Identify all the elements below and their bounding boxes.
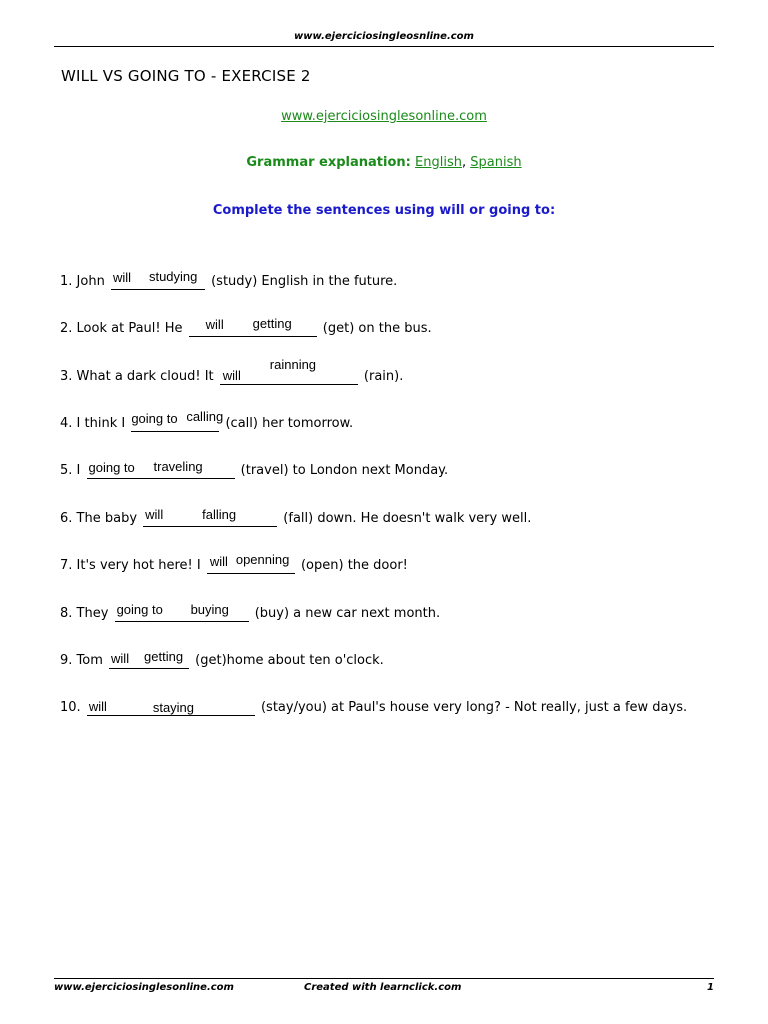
answer-blank[interactable]	[131, 409, 224, 432]
answer-verb: getting	[144, 649, 184, 664]
grammar-explanation	[0, 155, 768, 170]
answer-blank[interactable]	[87, 459, 235, 479]
question-2	[60, 316, 432, 337]
answer-verb: rainning	[269, 357, 317, 372]
question-text: (get)home about ten o'clock.	[195, 653, 384, 668]
question-8	[60, 602, 441, 622]
question-text: (buy) a new car next month.	[254, 606, 441, 621]
site-link[interactable]: www.ejerciciosinglesonline.com	[281, 109, 487, 124]
question-9	[60, 649, 384, 669]
answer-auxiliary: will	[112, 270, 132, 285]
question-text: 6. The baby	[60, 511, 138, 526]
answer-blank[interactable]	[143, 507, 277, 527]
question-3	[60, 357, 404, 385]
question-text: (stay/you) at Paul's house very long? - Not really, just a few days.	[260, 700, 688, 715]
question-text: (open) the door!	[300, 558, 408, 573]
question-text: 8. They	[60, 606, 109, 621]
footer-credit: Created with learnclick.com	[304, 982, 462, 993]
question-7	[60, 552, 408, 574]
answer-blank[interactable]	[115, 602, 249, 622]
footer-site: www.ejerciciosinglesonline.com	[54, 982, 234, 993]
question-text: 5. I	[60, 463, 81, 478]
page-header	[54, 31, 714, 47]
answer-blank[interactable]	[87, 701, 255, 716]
question-text: 10.	[60, 700, 81, 715]
answer-auxiliary: will	[222, 368, 241, 383]
question-text: (get) on the bus.	[322, 321, 432, 336]
answer-blank[interactable]	[189, 316, 317, 337]
answer-auxiliary: going to	[116, 602, 163, 617]
question-text: 7. It's very hot here! I	[60, 558, 201, 573]
answer-auxiliary: will	[145, 507, 164, 522]
question-text: (travel) to London next Monday.	[240, 463, 449, 478]
instructions: Complete the sentences using will or going to:	[212, 203, 556, 218]
answer-verb: staying	[152, 700, 195, 715]
answer-verb: calling	[186, 409, 224, 424]
question-10	[60, 700, 687, 716]
question-1	[60, 269, 398, 290]
answer-verb: getting	[252, 316, 292, 331]
answer-verb: falling	[202, 507, 237, 522]
answer-auxiliary: will	[205, 317, 224, 332]
page-footer	[54, 978, 714, 993]
question-text: 4. I think I	[60, 416, 126, 431]
english-link[interactable]: English	[415, 155, 462, 170]
page-number: 1	[707, 982, 714, 993]
question-5	[60, 459, 449, 479]
question-text: (study) English in the future.	[211, 274, 398, 289]
answer-verb: traveling	[153, 459, 203, 474]
grammar-comma: ,	[461, 155, 467, 170]
question-text: 2. Look at Paul! He	[60, 321, 183, 336]
question-6	[60, 507, 532, 527]
answer-blank[interactable]	[207, 552, 295, 574]
answer-auxiliary: going to	[131, 411, 178, 426]
question-text: (call) her tomorrow.	[225, 416, 354, 431]
answer-verb: openning	[235, 552, 290, 567]
answer-auxiliary: will	[209, 554, 228, 569]
spanish-link[interactable]: Spanish	[470, 155, 522, 170]
page-title: WILL VS GOING TO - EXERCISE 2	[61, 67, 311, 85]
answer-blank[interactable]	[111, 269, 205, 290]
header-site: www.ejerciciosingleosnline.com	[294, 31, 474, 42]
question-text: (fall) down. He doesn't walk very well.	[283, 511, 532, 526]
question-text: 3. What a dark cloud! It	[60, 369, 214, 384]
answer-blank[interactable]	[109, 649, 189, 669]
question-text: (rain).	[363, 369, 404, 384]
question-text: 9. Tom	[60, 653, 103, 668]
answer-auxiliary: will	[88, 699, 107, 714]
answer-verb: studying	[148, 269, 198, 284]
question-text: 1. John	[60, 274, 105, 289]
question-4	[60, 409, 354, 432]
answer-auxiliary: going to	[88, 460, 135, 475]
answer-blank[interactable]	[220, 357, 358, 385]
grammar-label: Grammar explanation:	[246, 155, 411, 170]
answer-auxiliary: will	[111, 651, 130, 666]
answer-verb: buying	[190, 602, 229, 617]
